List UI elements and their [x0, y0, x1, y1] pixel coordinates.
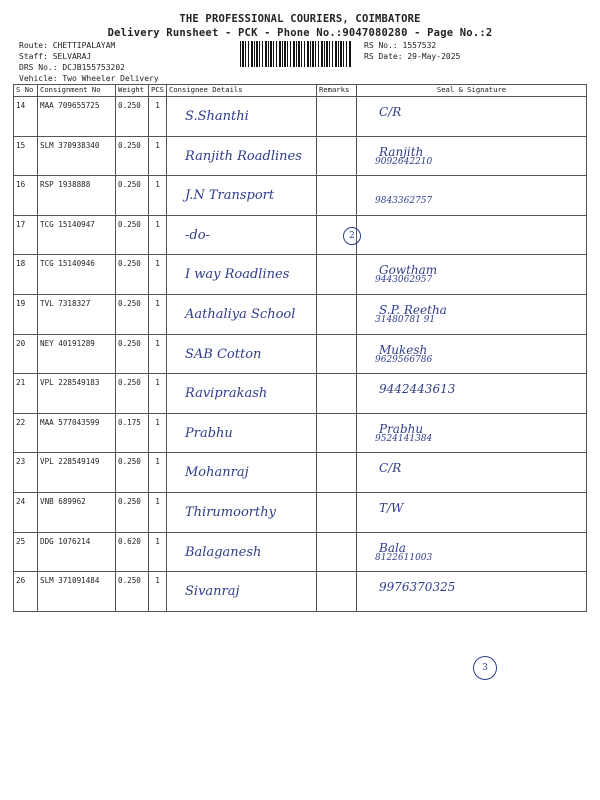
column-header: S No — [14, 85, 38, 97]
consignment-number-cell: SLM 371091484 — [38, 572, 116, 612]
table-row — [14, 374, 587, 414]
handwritten-consignee: Thirumoorthy — [185, 504, 276, 520]
weight-cell: 0.250 — [116, 492, 149, 532]
circle-mark: 2 — [343, 227, 361, 245]
signature-cell — [357, 176, 587, 216]
consignee-cell — [167, 334, 317, 374]
signature-cell — [357, 136, 587, 176]
weight-cell: 0.250 — [116, 255, 149, 295]
remarks-cell — [317, 492, 357, 532]
signature-cell — [357, 453, 587, 493]
pieces-cell: 1 — [149, 294, 167, 334]
staff-label: Staff: SELVARAJ — [19, 52, 92, 61]
vehicle-label: Vehicle: Two Wheeler Delivery — [19, 74, 159, 83]
remarks-cell — [317, 453, 357, 493]
handwritten-consignee: Balaganesh — [185, 544, 262, 560]
pieces-cell: 1 — [149, 334, 167, 374]
drs-label: DRS No.: DCJB155753202 — [19, 63, 125, 72]
consignee-cell — [167, 97, 317, 137]
table-row — [14, 136, 587, 176]
remarks-cell — [317, 136, 357, 176]
serial-number-cell: 26 — [14, 572, 38, 612]
signature-cell — [357, 532, 587, 572]
column-header: Weight — [116, 85, 149, 97]
signature-cell — [357, 492, 587, 532]
handwritten-signature: C/R — [379, 461, 402, 476]
column-header: Seal & Signature — [357, 85, 587, 97]
consignment-number-cell: MAA 709655725 — [38, 97, 116, 137]
serial-number-cell: 19 — [14, 294, 38, 334]
serial-number-cell: 20 — [14, 334, 38, 374]
handwritten-consignee: I way Roadlines — [185, 267, 290, 283]
signature-cell — [357, 334, 587, 374]
remarks-cell — [317, 413, 357, 453]
signature-cell — [357, 294, 587, 334]
consignment-number-cell: TVL 7318327 — [38, 294, 116, 334]
weight-cell: 0.250 — [116, 97, 149, 137]
handwritten-signature: Gowtham — [379, 263, 438, 278]
weight-cell: 0.250 — [116, 374, 149, 414]
handwritten-consignee: Mohanraj — [185, 465, 249, 481]
circle-mark: 3 — [473, 656, 497, 680]
handwritten-consignee: -do- — [185, 227, 210, 243]
consignment-number-cell: TCG 15140946 — [38, 255, 116, 295]
pieces-cell: 1 — [149, 255, 167, 295]
handwritten-consignee: SAB Cotton — [185, 346, 262, 362]
consignment-number-cell: VPL 228549149 — [38, 453, 116, 493]
pieces-cell: 1 — [149, 215, 167, 255]
handwritten-signature: 9442443613 — [379, 382, 456, 397]
handwritten-signature: Ranjith — [379, 144, 424, 159]
handwritten-phone: 8122611003 — [375, 552, 433, 563]
serial-number-cell: 23 — [14, 453, 38, 493]
handwritten-consignee: Aathaliya School — [185, 306, 296, 322]
weight-cell: 0.250 — [116, 334, 149, 374]
table-row — [14, 572, 587, 612]
signature-cell — [357, 572, 587, 612]
table-row — [14, 97, 587, 137]
handwritten-phone: 9524141384 — [375, 433, 433, 444]
pieces-cell: 1 — [149, 374, 167, 414]
table-row — [14, 532, 587, 572]
consignee-cell — [167, 294, 317, 334]
remarks-cell — [317, 532, 357, 572]
consignee-cell — [167, 532, 317, 572]
consignment-number-cell: NEY 40191289 — [38, 334, 116, 374]
signature-cell — [357, 255, 587, 295]
pieces-cell: 1 — [149, 136, 167, 176]
consignee-cell — [167, 492, 317, 532]
delivery-table — [13, 84, 587, 612]
serial-number-cell: 24 — [14, 492, 38, 532]
table-row — [14, 255, 587, 295]
route-label: Route: CHETTIPALAYAM — [19, 41, 116, 50]
weight-cell: 0.250 — [116, 294, 149, 334]
table-row — [14, 453, 587, 493]
serial-number-cell: 25 — [14, 532, 38, 572]
consignment-number-cell: RSP 1938888 — [38, 176, 116, 216]
signature-cell — [357, 374, 587, 414]
handwritten-signature: T/W — [379, 500, 404, 515]
consignment-number-cell: DDG 1076214 — [38, 532, 116, 572]
consignment-number-cell: VNB 689962 — [38, 492, 116, 532]
table-header-row — [14, 85, 587, 97]
consignee-cell — [167, 572, 317, 612]
consignment-number-cell: MAA 577043599 — [38, 413, 116, 453]
serial-number-cell: 22 — [14, 413, 38, 453]
weight-cell: 0.250 — [116, 176, 149, 216]
remarks-cell — [317, 255, 357, 295]
serial-number-cell: 18 — [14, 255, 38, 295]
handwritten-signature: Mukesh — [379, 342, 428, 357]
consignment-number-cell: VPL 228549183 — [38, 374, 116, 414]
signature-cell — [357, 215, 587, 255]
table-row — [14, 334, 587, 374]
handwritten-signature: 9976370325 — [379, 580, 456, 595]
pieces-cell: 1 — [149, 453, 167, 493]
column-header: Consignee Details — [167, 85, 317, 97]
remarks-cell — [317, 572, 357, 612]
consignee-cell — [167, 176, 317, 216]
pieces-cell: 1 — [149, 492, 167, 532]
rs-number: RS No.: 1557532 — [364, 41, 437, 50]
handwritten-phone: 9843362757 — [375, 196, 433, 207]
pieces-cell: 1 — [149, 413, 167, 453]
weight-cell: 0.250 — [116, 136, 149, 176]
table-row — [14, 215, 587, 255]
serial-number-cell: 21 — [14, 374, 38, 414]
handwritten-signature: S.P. Reetha — [379, 302, 447, 317]
remarks-cell — [317, 176, 357, 216]
table-row — [14, 294, 587, 334]
pieces-cell: 1 — [149, 572, 167, 612]
weight-cell: 0.250 — [116, 215, 149, 255]
handwritten-phone: 31480781 91 — [375, 314, 436, 325]
handwritten-signature: C/R — [379, 105, 402, 119]
handwritten-consignee: Prabhu — [185, 425, 233, 441]
weight-cell: 0.175 — [116, 413, 149, 453]
handwritten-consignee: Sivanraj — [185, 584, 240, 600]
rs-date: RS Date: 29-May-2025 — [364, 52, 461, 61]
handwritten-phone: 9629566786 — [375, 354, 433, 365]
company-title: THE PROFESSIONAL COURIERS, COIMBATORE — [179, 13, 421, 25]
serial-number-cell: 14 — [14, 97, 38, 137]
consignee-cell — [167, 413, 317, 453]
handwritten-consignee: Raviprakash — [185, 386, 268, 402]
table-row — [14, 413, 587, 453]
pieces-cell: 1 — [149, 532, 167, 572]
handwritten-signature: Prabhu — [379, 421, 424, 436]
handwritten-consignee: Ranjith Roadlines — [185, 148, 302, 164]
barcode — [240, 41, 352, 67]
pieces-cell: 1 — [149, 176, 167, 216]
handwritten-phone: 9443062957 — [375, 275, 433, 286]
pieces-cell: 1 — [149, 97, 167, 137]
remarks-cell — [317, 334, 357, 374]
consignment-number-cell: TCG 15140947 — [38, 215, 116, 255]
consignee-cell — [167, 453, 317, 493]
remarks-cell — [317, 374, 357, 414]
serial-number-cell: 16 — [14, 176, 38, 216]
signature-cell — [357, 413, 587, 453]
handwritten-consignee: J.N Transport — [185, 188, 275, 204]
consignee-cell — [167, 215, 317, 255]
handwritten-consignee: S.Shanthi — [185, 109, 249, 124]
remarks-cell — [317, 294, 357, 334]
handwritten-signature: Bala — [379, 540, 406, 555]
runsheet-meta-right — [364, 40, 460, 62]
table-row — [14, 492, 587, 532]
serial-number-cell: 15 — [14, 136, 38, 176]
serial-number-cell: 17 — [14, 215, 38, 255]
runsheet-meta-left — [19, 40, 159, 84]
table-row — [14, 176, 587, 216]
column-header: Consignment No — [38, 85, 116, 97]
handwritten-phone: 9092642210 — [375, 156, 433, 167]
remarks-cell — [317, 97, 357, 137]
column-header: PCS — [149, 85, 167, 97]
weight-cell: 0.620 — [116, 532, 149, 572]
weight-cell: 0.250 — [116, 453, 149, 493]
signature-cell — [357, 97, 587, 137]
table-body — [14, 97, 587, 612]
consignee-cell — [167, 374, 317, 414]
consignee-cell — [167, 255, 317, 295]
runsheet-subtitle: Delivery Runsheet - PCK - Phone No.:9047080280 - Page No.:2 — [107, 27, 493, 39]
consignee-cell — [167, 136, 317, 176]
consignment-number-cell: SLM 370938340 — [38, 136, 116, 176]
weight-cell: 0.250 — [116, 572, 149, 612]
column-header: Remarks — [317, 85, 357, 97]
